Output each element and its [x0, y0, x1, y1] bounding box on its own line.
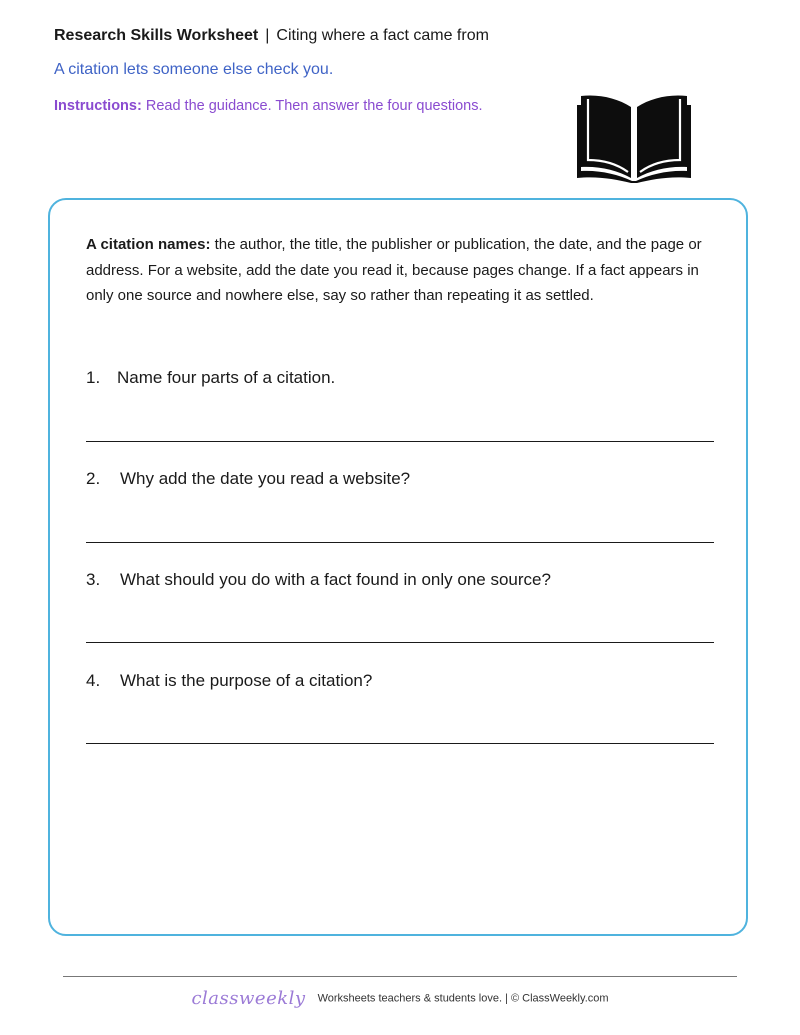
footer-text: Worksheets teachers & students love. | © ClassWeekly.com [317, 992, 609, 1005]
answer-line-3[interactable] [86, 642, 714, 643]
question-text: Name four parts of a citation. [117, 368, 336, 387]
footer-divider [63, 976, 737, 977]
header-separator: | [265, 27, 270, 44]
question-number: 1. [86, 368, 101, 387]
guidance-label: A citation names: [86, 236, 211, 253]
worksheet-subtitle: A citation lets someone else check you. [54, 61, 334, 78]
worksheet-title: Research Skills Worksheet [54, 27, 259, 44]
guidance-text: the author, the title, the publisher or publication, the date, and the page or address. For a website, add the date you read it, because pages change. If a fact appears in only one source and nowhere else, say so rather than repeating it as settled. [86, 236, 702, 304]
question-2 [86, 469, 410, 489]
question-text: What is the purpose of a citation? [120, 671, 373, 690]
answer-line-4[interactable] [86, 743, 714, 744]
answer-line-1[interactable] [86, 441, 714, 442]
question-number: 2. [86, 469, 101, 488]
question-text: Why add the date you read a website? [120, 469, 411, 488]
worksheet-topic: Citing where a fact came from [276, 27, 489, 44]
question-4 [86, 671, 372, 691]
question-1 [86, 368, 335, 388]
question-number: 4. [86, 671, 101, 690]
question-number: 3. [86, 570, 101, 589]
footer [0, 988, 800, 1009]
worksheet-header [54, 27, 489, 45]
instructions [54, 98, 483, 114]
classweekly-logo: classweekly [191, 988, 306, 1009]
open-book-icon [577, 93, 691, 183]
instructions-label: Instructions: [54, 98, 142, 114]
question-text: What should you do with a fact found in only one source? [120, 570, 551, 589]
guidance-paragraph [86, 232, 722, 309]
answer-line-2[interactable] [86, 542, 714, 543]
guidance-card [48, 198, 748, 936]
instructions-text: Read the guidance. Then answer the four questions. [145, 98, 483, 114]
question-3 [86, 570, 551, 590]
